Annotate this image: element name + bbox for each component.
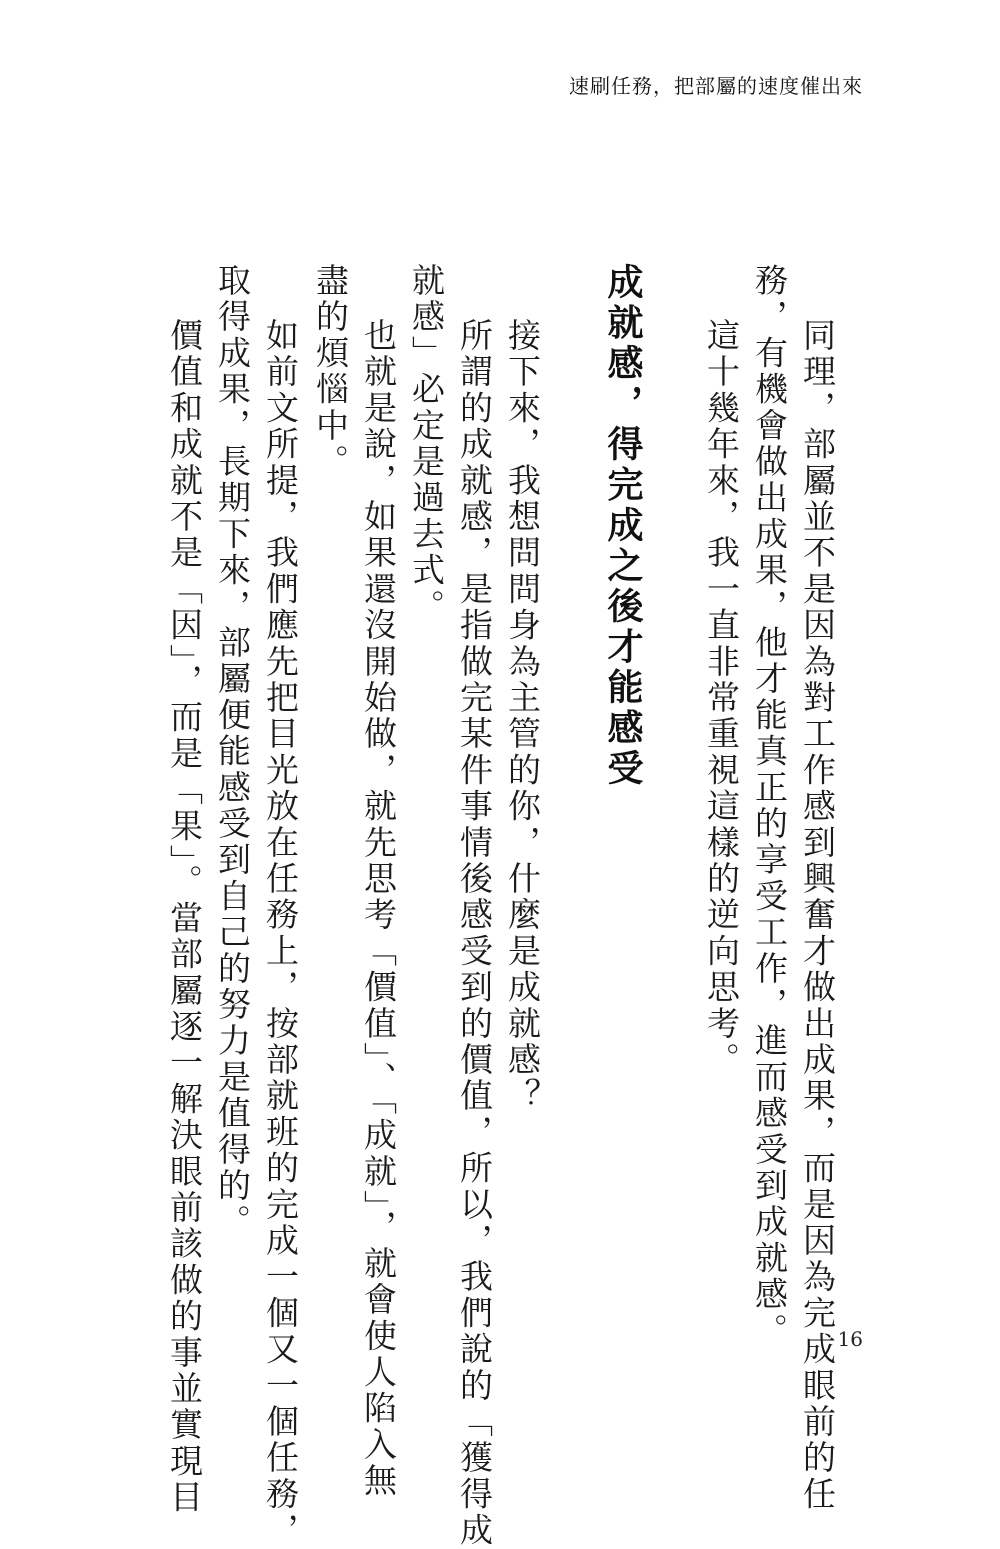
running-header: 速刷任務，把部屬的速度催出來	[569, 74, 863, 98]
body-line-3: 這十幾年來，我一直非常重視這樣的逆向思考。	[702, 318, 741, 1079]
body-line-10: 取得成果，長期下來，部屬便能感受到自己的努力是值得的。	[213, 263, 252, 1241]
section-heading: 成就感，得完成之後才能感受	[602, 263, 643, 790]
body-line-9: 如前文所提，我們應先把目光放在任務上，按部就班的完成一個又一個任務，	[261, 318, 300, 1549]
body-line-6: 就感」必定是過去式。	[407, 263, 446, 625]
body-line-4: 接下來，我想問問身為主管的你，什麼是成就感？	[503, 318, 542, 1115]
body-line-2: 務，有機會做出成果，他才能真正的享受工作，進而感受到成就感。	[750, 263, 789, 1349]
page-number: 16	[837, 1327, 863, 1351]
body-line-8: 盡的煩惱中。	[311, 263, 350, 481]
body-line-1: 同理，部屬並不是因為對工作感到興奮才做出成果，而是因為完成眼前的任	[798, 318, 837, 1513]
body-line-7: 也就是說，如果還沒開始做，就先思考「價值」、「成就」，就會使人陷入無	[359, 318, 398, 1500]
body-line-5: 所謂的成就感，是指做完某件事情後感受到的價值，所以，我們說的「獲得成	[455, 318, 494, 1549]
body-line-11: 價值和成就不是「因」，而是「果」。當部屬逐一解決眼前該做的事並實現目	[165, 318, 204, 1516]
